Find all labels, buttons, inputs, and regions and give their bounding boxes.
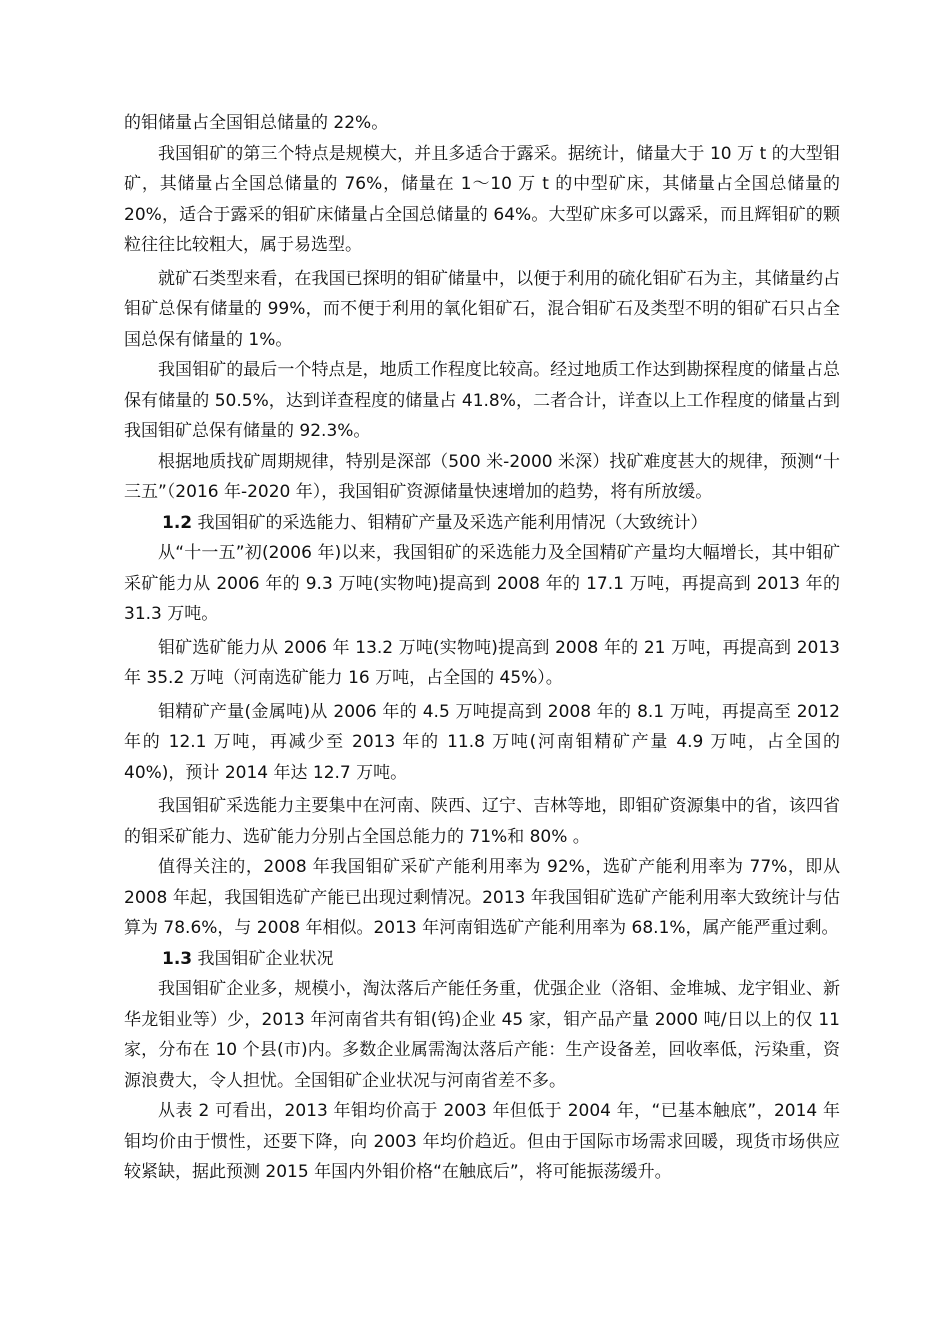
section-number: 1.3 xyxy=(162,948,193,969)
document-page xyxy=(124,108,840,1188)
paragraph-price-outlook: 从表 2 可看出，2013 年钼均价高于 2003 年但低于 2004 年，“已基本触底”，2014 年钼均价由于惯性，还要下降，向 2003 年均价趋近。但由于国际市场需求回暖，现货市场供应较紧缺，据此预测 2015 年国内外钼价格“在触底后”，将可能振荡缓升。 xyxy=(124,1101,840,1182)
section-title: 我国钼矿的采选能力、钼精矿产量及采选产能利用情况（大致统计） xyxy=(192,512,708,533)
paragraph-regional-distribution: 我国钼矿采选能力主要集中在河南、陕西、辽宁、吉林等地，即钼矿资源集中的省，该四省的钼采矿能力、选矿能力分别占全国总能力的 71%和 80% 。 xyxy=(124,796,840,847)
paragraph-mining-capacity: 从“十一五”初(2006 年)以来，我国钼矿的采选能力及全国精矿产量均大幅增长，其中钼矿采矿能力从 2006 年的 9.3 万吨(实物吨)提高到 2008 年的 17.1 万吨，再提高到 2013 年的 31.3 万吨。 xyxy=(124,543,840,624)
paragraph-enterprise-status: 我国钼矿企业多，规模小，淘汰落后产能任务重，优强企业（洛钼、金堆城、龙宇钼业、新华龙钼业等）少，2013 年河南省共有钼(钨)企业 45 家，钼产品产量 2000 吨/日以上的仅 11 家，分布在 10 个县(市)内。多数企业属需淘汰落后产能：生产设备差，回收率低，污染重，资源浪费大，令人担忧。全国钼矿企业状况与河南省差不多。 xyxy=(124,979,840,1091)
section-heading-1-2 xyxy=(124,508,840,539)
section-title: 我国钼矿企业状况 xyxy=(192,948,334,969)
paragraph-ore-type: 就矿石类型来看，在我国已探明的钼矿储量中，以便于利用的硫化钼矿石为主，其储量约占钼矿总保有储量的 99%，而不便于利用的氧化钼矿石，混合钼矿石及类型不明的钼矿石只占全国总保有储量的 1%。 xyxy=(124,268,840,350)
section-number: 1.2 xyxy=(162,512,193,533)
paragraph-scale-feature: 我国钼矿的第三个特点是规模大，并且多适合于露采。据统计，储量大于 10 万 t 的大型钼矿，其储量占全国总储量的 76%，储量在 1～10 万 t 的中型矿床，其储量占全国总储量的 20%，适合于露采的钼矿床储量占全国总储量的 64%。大型矿床多可以露采，而且辉钼矿的颗粒往往比较粗大，属于易选型。 xyxy=(124,143,840,255)
paragraph-forecast: 根据地质找矿周期规律，特别是深部（500 米-2000 米深）找矿难度甚大的规律，预测“十三五”（2016 年-2020 年），我国钼矿资源储量快速增加的趋势，将有所放缓。 xyxy=(124,451,840,502)
paragraph-concentrate-output: 钼精矿产量(金属吨)从 2006 年的 4.5 万吨提高到 2008 年的 8.1 万吨，再提高至 2012 年的 12.1 万吨，再减少至 2013 年的 11.8 万吨(河南钼精矿产量 4.9 万吨，占全国的 40%)，预计 2014 年达 12.7 万吨。 xyxy=(124,701,840,783)
paragraph-geology-work: 我国钼矿的最后一个特点是，地质工作程度比较高。经过地质工作达到勘探程度的储量占总保有储量的 50.5%，达到详查程度的储量占 41.8%，二者合计，详查以上工作程度的储量占到我国钼矿总保有储量的 92.3%。 xyxy=(124,360,840,441)
section-heading-1-3 xyxy=(124,944,840,975)
paragraph-dressing-capacity: 钼矿选矿能力从 2006 年 13.2 万吨(实物吨)提高到 2008 年的 21 万吨，再提高到 2013 年 35.2 万吨（河南选矿能力 16 万吨，占全国的 45%）。 xyxy=(124,637,840,688)
paragraph-reserve-share: 的钼储量占全国钼总储量的 22%。 xyxy=(124,113,389,133)
paragraph-utilization-rate: 值得关注的，2008 年我国钼矿采矿产能利用率为 92%，选矿产能利用率为 77%，即从 2008 年起，我国钼选矿产能已出现过剩情况。2013 年我国钼矿选矿产能利用率大致统计与估算为 78.6%，与 2008 年相似。2013 年河南钼选矿产能利用率为 68.1%，属产能严重过剩。 xyxy=(124,857,840,938)
